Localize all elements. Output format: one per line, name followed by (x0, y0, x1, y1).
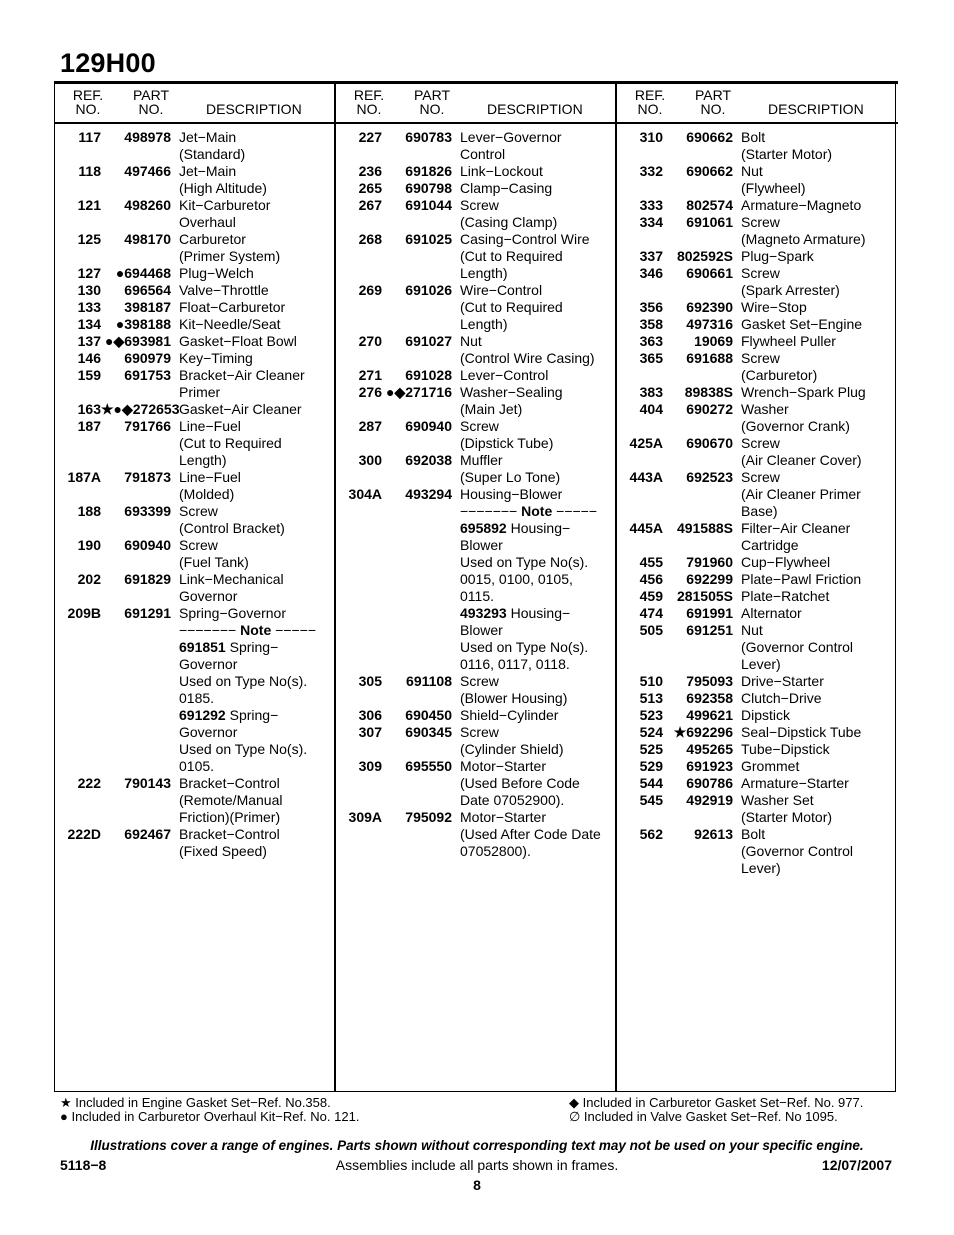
part-number: 492919 (686, 792, 733, 808)
part-number: 791873 (124, 469, 171, 485)
part-number: 692358 (686, 690, 733, 706)
part-description: Line−Fuel (Cut to Required Length) (179, 418, 282, 468)
ref-number: 270 (358, 333, 382, 349)
ref-number: 404 (639, 401, 663, 417)
part-description: Bracket−Control (Remote/Manual Friction)(Primer) (179, 775, 283, 825)
part-no-header: PART NO. (413, 87, 451, 117)
part-number: 398187 (124, 299, 171, 315)
part-description: Carburetor (Primer System) (179, 231, 281, 264)
ref-number: 544 (639, 775, 663, 791)
part-description: Clamp−Casing (460, 180, 553, 196)
part-description: Screw (Spark Arrester) (741, 265, 840, 298)
part-description: Wrench−Spark Plug (741, 384, 866, 400)
part-number: 691829 (124, 571, 171, 587)
part-description: Lever−Governor Control (460, 129, 562, 162)
ref-number: 505 (639, 622, 663, 638)
part-description: Casing−Control Wire (Cut to Required Length) (460, 231, 590, 281)
part-number: ●◆271716 (386, 384, 452, 400)
part-number: 499621 (686, 707, 733, 723)
header-rule (54, 122, 898, 124)
part-number: 692299 (686, 571, 733, 587)
part-description: Key−Timing (179, 350, 253, 366)
part-description: Line−Fuel (Molded) (179, 469, 241, 502)
footnote-star: ★ Included in Engine Gasket Set−Ref. No.358. (60, 1095, 331, 1110)
ref-number: 365 (639, 350, 663, 366)
part-description: Gasket Set−Engine (741, 316, 863, 332)
part-description: Drive−Starter (741, 673, 824, 689)
ref-number: 309 (358, 758, 382, 774)
footnote-diamond: ◆ Included in Carburetor Gasket Set−Ref. No. 977. (569, 1095, 864, 1110)
ref-number: 269 (358, 282, 382, 298)
ref-number: 307 (358, 724, 382, 740)
part-number: 791960 (686, 554, 733, 570)
ref-number: 523 (639, 707, 663, 723)
ref-number: 346 (639, 265, 663, 281)
ref-number: 309A (348, 809, 382, 825)
part-description: Jet−Main (Standard) (179, 129, 246, 162)
part-description: Bolt (Governor Control Lever) (741, 826, 854, 876)
part-number: 691108 (406, 673, 452, 689)
part-description: Bolt (Starter Motor) (741, 129, 833, 162)
part-number: 690670 (686, 435, 733, 451)
part-number: 693399 (124, 503, 171, 519)
part-description: Screw (Dipstick Tube) (460, 418, 554, 451)
ref-number: 209B (67, 605, 101, 621)
ref-number: 236 (358, 163, 382, 179)
part-number: 92613 (694, 826, 733, 842)
part-number: 691688 (686, 350, 733, 366)
ref-number: 271 (358, 367, 382, 383)
disclaimer: Illustrations cover a range of engines. Parts shown without corresponding text may not be used on your specific engine. (90, 1138, 864, 1153)
part-number: 692038 (405, 452, 452, 468)
ref-number: 456 (639, 571, 663, 587)
part-description: Bracket−Air Cleaner Primer (179, 367, 305, 400)
part-description: Grommet (741, 758, 800, 774)
part-description: Plate−Pawl Friction (741, 571, 862, 587)
part-description: Plug−Spark (741, 248, 814, 264)
ref-number: 562 (639, 826, 663, 842)
part-number: 690798 (405, 180, 452, 196)
part-number: ★●◆272653 (101, 401, 180, 417)
ref-number: 133 (77, 299, 101, 315)
part-description: Washer−Sealing (Main Jet) (460, 384, 563, 417)
ref-number: 265 (358, 180, 382, 196)
part-description: Washer Set (Starter Motor) (741, 792, 833, 825)
ref-number: 305 (358, 673, 382, 689)
part-description: Float−Carburetor (179, 299, 286, 315)
part-number: 691044 (405, 197, 452, 213)
ref-number: 445A (629, 520, 663, 536)
part-description: Housing−Blower −−−−−−− Note −−−−− 695892 Housing− Blower Used on Type No(s). 0015, 0100, 0105, 0115. 493293 Housing− Blower Used on Type No(s). 0116, 0117, 0118. (460, 486, 598, 672)
part-description: Washer (Governor Crank) (741, 401, 850, 434)
part-description: Alternator (741, 605, 802, 621)
part-description: Tube−Dipstick (741, 741, 830, 757)
part-number: 691826 (405, 163, 452, 179)
part-number: ●398188 (115, 316, 171, 332)
part-number: 493294 (405, 486, 452, 502)
ref-number: 118 (78, 163, 101, 179)
part-number: 695550 (405, 758, 452, 774)
part-description: Plate−Ratchet (741, 588, 830, 604)
part-description: Gasket−Float Bowl (179, 333, 297, 349)
doc-date: 12/07/2007 (821, 1157, 892, 1173)
part-number: 89838S (684, 384, 733, 400)
part-number: 692467 (124, 826, 171, 842)
ref-number: 545 (639, 792, 663, 808)
ref-number: 332 (639, 163, 663, 179)
part-number: 690783 (405, 129, 452, 145)
part-description: Bracket−Control (Fixed Speed) (179, 826, 280, 859)
part-description: Screw (Carburetor) (741, 350, 818, 383)
part-number: ★692296 (673, 724, 733, 740)
part-number: 691923 (686, 758, 733, 774)
description-header: DESCRIPTION (487, 101, 583, 117)
part-description: Screw (Magneto Armature) (741, 214, 866, 247)
part-number: 691025 (405, 231, 452, 247)
ref-number: 127 (77, 265, 101, 281)
ref-no-header: REF. NO. (634, 87, 666, 117)
part-number: 691291 (124, 605, 171, 621)
ref-number: 125 (77, 231, 101, 247)
part-number: 690940 (124, 537, 171, 553)
part-description: Link−Lockout (460, 163, 543, 179)
part-description: Wire−Control (Cut to Required Length) (460, 282, 563, 332)
ref-number: 304A (348, 486, 382, 502)
doc-number: 5118−8 (60, 1157, 107, 1173)
ref-number: 513 (639, 690, 663, 706)
part-description: Lever−Control (460, 367, 549, 383)
part-number: 691753 (124, 367, 171, 383)
ref-number: 117 (78, 129, 101, 145)
part-description: Wire−Stop (741, 299, 807, 315)
ref-number: 130 (77, 282, 101, 298)
ref-number: 300 (358, 452, 382, 468)
assemblies-note: Assemblies include all parts shown in frames. (335, 1157, 619, 1173)
ref-no-header: REF. NO. (72, 87, 104, 117)
part-description: Link−Mechanical Governor (179, 571, 284, 604)
part-number: 690345 (405, 724, 452, 740)
part-number: ●◆693981 (105, 333, 171, 349)
part-description: Screw (Air Cleaner Primer Base) (741, 469, 861, 519)
part-number: 691026 (405, 282, 452, 298)
part-description: Motor−Starter (Used After Code Date 07052800). (460, 809, 601, 859)
part-description: Valve−Throttle (179, 282, 269, 298)
part-no-header: PART NO. (132, 87, 170, 117)
part-description: Shield−Cylinder (460, 707, 559, 723)
ref-number: 202 (77, 571, 101, 587)
part-number: ●694468 (115, 265, 171, 281)
part-number: 495265 (686, 741, 733, 757)
part-number: 691251 (686, 622, 733, 638)
part-description: Screw (Blower Housing) (460, 673, 568, 706)
part-number: 690662 (686, 129, 733, 145)
part-number: 696564 (124, 282, 171, 298)
ref-number: 137 (77, 333, 101, 349)
part-number: 690662 (686, 163, 733, 179)
part-description: Cup−Flywheel (741, 554, 831, 570)
part-description: Screw (Cylinder Shield) (460, 724, 564, 757)
ref-number: 187A (67, 469, 101, 485)
part-description: Screw (Air Cleaner Cover) (741, 435, 862, 468)
part-description: Filter−Air Cleaner Cartridge (741, 520, 851, 553)
ref-number: 268 (358, 231, 382, 247)
ref-number: 188 (77, 503, 101, 519)
part-number: 690979 (124, 350, 171, 366)
part-number: 498978 (124, 129, 171, 145)
ref-number: 187 (77, 418, 101, 434)
part-number: 692390 (686, 299, 733, 315)
part-number: 498170 (124, 231, 171, 247)
part-number: 692523 (686, 469, 733, 485)
part-number: 691991 (686, 605, 733, 621)
ref-number: 443A (629, 469, 663, 485)
part-number: 690786 (686, 775, 733, 791)
ref-number: 425A (629, 435, 663, 451)
part-number: 790143 (124, 775, 171, 791)
part-description: Screw (Control Bracket) (179, 503, 285, 536)
part-description: Nut (Flywheel) (741, 163, 806, 196)
footnote-null: ∅ Included in Valve Gasket Set−Ref. No 1095. (569, 1109, 838, 1124)
description-header: DESCRIPTION (206, 101, 302, 117)
ref-number: 190 (77, 537, 101, 553)
ref-number: 222D (67, 826, 101, 842)
part-number: 791766 (124, 418, 171, 434)
ref-number: 363 (639, 333, 663, 349)
part-description: Nut (Governor Control Lever) (741, 622, 854, 672)
ref-number: 134 (77, 316, 101, 332)
part-number: 690450 (405, 707, 452, 723)
ref-number: 310 (639, 129, 663, 145)
ref-number: 356 (639, 299, 663, 315)
part-number: 691061 (686, 214, 733, 230)
ref-number: 276 (358, 384, 382, 400)
part-description: Motor−Starter (Used Before Code Date 07052900). (460, 758, 580, 808)
ref-number: 334 (639, 214, 663, 230)
ref-number: 474 (639, 605, 663, 621)
part-description: Spring−Governor −−−−−−− Note −−−−− 691851 Spring− Governor Used on Type No(s). 0185. 691292 Spring− Governor Used on Type No(s). 0105. (179, 605, 317, 774)
part-number: 802574 (686, 197, 733, 213)
part-description: Armature−Starter (741, 775, 849, 791)
part-description: Clutch−Drive (741, 690, 822, 706)
part-number: 498260 (124, 197, 171, 213)
ref-number: 337 (639, 248, 663, 264)
part-number: 19069 (694, 333, 733, 349)
part-no-header: PART NO. (694, 87, 732, 117)
part-description: Screw (Fuel Tank) (179, 537, 249, 570)
part-number: 691027 (405, 333, 452, 349)
ref-no-header: REF. NO. (353, 87, 385, 117)
ref-number: 529 (639, 758, 663, 774)
part-description: Kit−Needle/Seat (179, 316, 281, 332)
part-description: Kit−Carburetor Overhaul (179, 197, 271, 230)
part-description: Seal−Dipstick Tube (741, 724, 862, 740)
ref-number: 358 (639, 316, 663, 332)
ref-number: 121 (77, 197, 101, 213)
ref-number: 383 (639, 384, 663, 400)
page-number: 8 (473, 1177, 481, 1193)
ref-number: 333 (639, 197, 663, 213)
part-description: Jet−Main (High Altitude) (179, 163, 267, 196)
ref-number: 267 (358, 197, 382, 213)
ref-number: 455 (639, 554, 663, 570)
part-description: Muffler (Super Lo Tone) (460, 452, 561, 485)
part-description: Plug−Welch (179, 265, 254, 281)
part-number: 690940 (405, 418, 452, 434)
part-description: Flywheel Puller (741, 333, 836, 349)
ref-number: 306 (358, 707, 382, 723)
part-number: 690661 (686, 265, 733, 281)
ref-number: 459 (639, 588, 663, 604)
part-description: Armature−Magneto (741, 197, 862, 213)
part-number: 690272 (686, 401, 733, 417)
ref-number: 159 (77, 367, 101, 383)
part-description: Dipstick (741, 707, 791, 723)
ref-number: 524 (639, 724, 663, 740)
ref-number: 222 (77, 775, 101, 791)
description-header: DESCRIPTION (768, 101, 864, 117)
ref-number: 163 (77, 401, 101, 417)
part-description: Gasket−Air Cleaner (179, 401, 302, 417)
ref-number: 146 (77, 350, 101, 366)
part-number: 802592S (676, 248, 733, 264)
ref-number: 525 (639, 741, 663, 757)
part-number: 497466 (124, 163, 171, 179)
ref-number: 510 (639, 673, 663, 689)
ref-number: 287 (358, 418, 382, 434)
part-description: Nut (Control Wire Casing) (460, 333, 595, 366)
part-number: 281505S (676, 588, 733, 604)
part-number: 491588S (676, 520, 733, 536)
part-number: 795092 (405, 809, 452, 825)
part-description: Screw (Casing Clamp) (460, 197, 558, 230)
part-number: 795093 (686, 673, 733, 689)
model-title: 129H00 (60, 48, 156, 78)
part-number: 497316 (686, 316, 733, 332)
footnote-dot: ● Included in Carburetor Overhaul Kit−Ref. No. 121. (60, 1109, 360, 1124)
ref-number: 227 (358, 129, 382, 145)
part-number: 691028 (405, 367, 452, 383)
